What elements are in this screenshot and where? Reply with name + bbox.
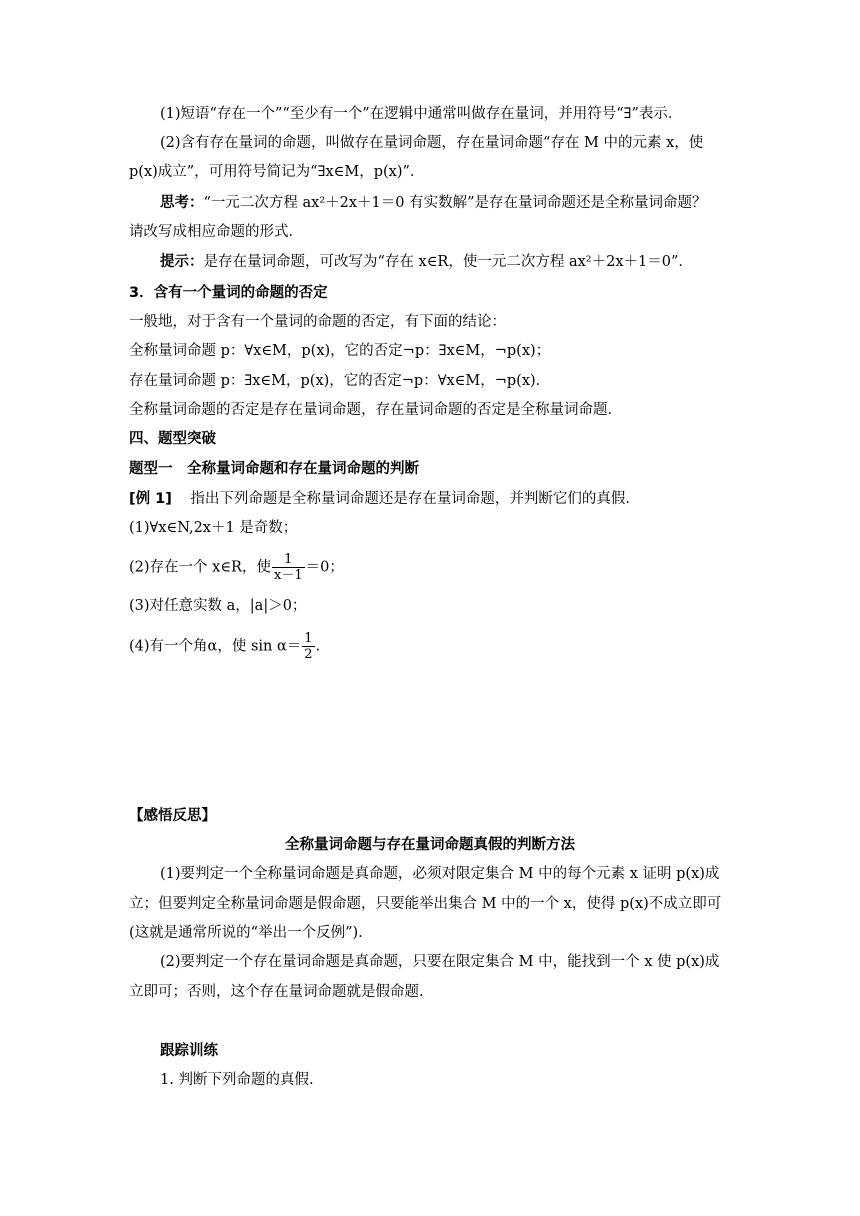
tracking-practice-heading: 跟踪训练 [160,1043,218,1059]
item-2 [129,552,344,583]
reflection-para-1: (1)要判定一个全称量词命题是真命题，必须对限定集合 M 中的每个元素 x 证明 p(x)成 [160,866,720,882]
hint-text: 是存在量词命题，可改写为“存在 x∈R，使一元二次方程 ax²＋2x＋1＝0”． [203,254,693,270]
item-4-prefix: (4)有一个角α，使 sin α＝ [129,638,302,655]
section-heading-negation: 3．含有一个量词的命题的否定 [129,285,328,301]
section-heading-problem-types: 四、题型突破 [129,431,216,447]
reflection-para-2: (2)要判定一个存在量词命题是真命题，只要在限定集合 M 中，能找到一个 x 使 p(x)成 [160,954,720,970]
negation-universal: 全称量词命题 p：∀x∈M，p(x)，它的否定¬p：∃x∈M，¬p(x)； [129,343,551,359]
item-4 [129,631,320,662]
reflection-para-2-cont: 立即可；否则，这个存在量词命题就是假命题. [129,984,424,1000]
fraction-numerator: 1 [272,552,305,568]
paragraph-existential-proposition: (2)含有存在量词的命题，叫做存在量词命题，存在量词命题“存在 M 中的元素 x，使 [160,135,704,151]
think-question-cont: 请改写成相应命题的形式． [129,224,303,240]
paragraph-existential-quantifier: (1)短语“存在一个”“至少有一个”在逻辑中通常叫做存在量词，并用符号“∃”表示． [160,106,683,122]
item-2-suffix: ＝0； [305,559,344,576]
item-1: (1)∀x∈N,2x＋1 是奇数； [129,520,298,536]
fraction-denominator: x－1 [273,568,303,583]
reflection-para-1-cont: 立；但要判定全称量词命题是假命题，只要能举出集合 M 中的一个 x，使得 p(x)不成立即可 [129,896,722,912]
item-3: (3)对任意实数 a，|a|＞0； [129,598,307,614]
think-question [160,193,707,213]
negation-intro: 一般地，对于含有一个量词的命题的否定，有下面的结论： [129,314,506,330]
item-4-suffix: . [315,638,321,655]
example-1 [129,489,640,509]
paragraph-existential-proposition-cont: p(x)成立”，可用符号简记为“∃x∈M，p(x)”． [129,164,425,180]
fraction-numerator: 1 [304,631,313,646]
tracking-question-1: 1. 判断下列命题的真假. [160,1072,314,1088]
think-label: 思考： [160,195,204,211]
hint [160,252,693,272]
reflection-para-1-cont2: (这就是通常所说的“举出一个反例”). [129,925,363,941]
fraction-denominator: 2 [304,647,313,662]
fraction-one-half [302,631,314,662]
reflection-label: 【感悟反思】 [129,808,216,824]
item-2-prefix: (2)存在一个 x∈R，使 [129,559,271,576]
problem-type-1-heading: 题型一 全称量词命题和存在量词命题的判断 [129,461,419,477]
hint-label: 提示： [160,254,204,270]
example-text: 指出下列命题是全称量词命题还是存在量词命题，并判断它们的真假． [190,491,640,507]
reflection-title: 全称量词命题与存在量词命题真假的判断方法 [285,837,575,853]
think-text: “一元二次方程 ax²＋2x＋1＝0 有实数解”是存在量词命题还是全称量词命题？ [203,195,707,211]
example-label: [例 1] [129,491,172,507]
negation-summary: 全称量词命题的否定是存在量词命题，存在量词命题的否定是全称量词命题． [129,402,622,418]
negation-existential: 存在量词命题 p：∃x∈M，p(x)，它的否定¬p：∀x∈M，¬p(x)． [129,373,551,389]
fraction-1-over-x-minus-1 [272,552,305,583]
